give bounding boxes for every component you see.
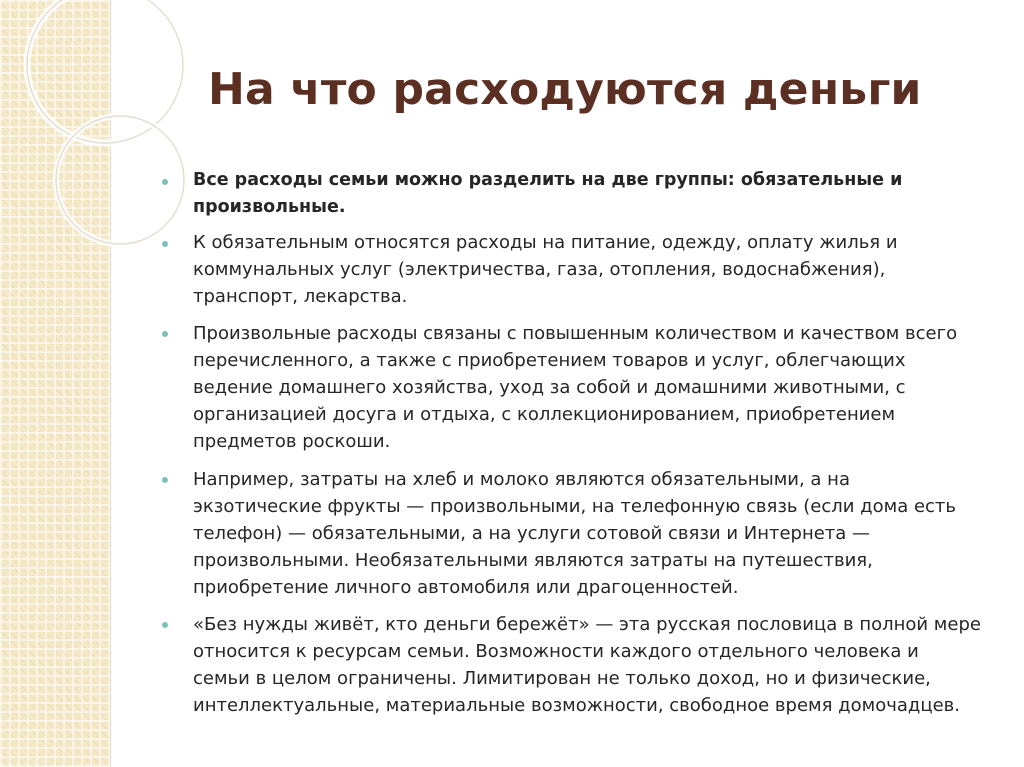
list-item-line: интеллектуальные, материальные возможности, свободное время домочадцев.	[193, 695, 960, 716]
bullet-icon	[160, 622, 170, 632]
list-item-line: произвольные.	[193, 197, 346, 217]
slide-title: На что расходуются деньги	[208, 64, 922, 115]
list-item-line: транспорт, лекарства.	[193, 286, 408, 307]
list-item-line: предметов роскоши.	[193, 431, 391, 452]
bullet-icon	[160, 241, 170, 251]
list-item-line: «Без нужды живёт, кто деньги бережёт» — эта русская пословица в полной мере	[193, 614, 981, 635]
list-item	[193, 320, 993, 455]
list-item-line: перечисленного, а также с приобретением товаров и услуг, облегчающих	[193, 350, 906, 371]
list-item	[193, 229, 993, 310]
list-item-line: произвольными. Необязательными являются затраты на путешествия,	[193, 550, 873, 571]
list-item	[193, 167, 993, 221]
list-item-line: относится к ресурсам семьи. Возможности каждого отдельного человека и	[193, 641, 919, 662]
list-item-line: семьи в целом ограничены. Лимитирован не только доход, но и физические,	[193, 668, 931, 689]
list-item-line: организацией досуга и отдыха, с коллекционированием, приобретением	[193, 404, 896, 425]
bullet-icon	[160, 179, 170, 189]
decorative-rings	[0, 0, 160, 260]
list-item-line: телефон) — обязательными, а на услуги сотовой связи и Интернета —	[193, 523, 871, 544]
list-item-line: ведение домашнего хозяйства, уход за собой и домашними животными, с	[193, 377, 906, 398]
list-item-line: коммунальных услуг (электричества, газа, отопления, водоснабжения),	[193, 259, 886, 280]
list-item	[193, 611, 993, 719]
list-item-line: Например, затраты на хлеб и молоко являются обязательными, а на	[193, 469, 850, 490]
list-item-line: экзотические фрукты — произвольными, на телефонную связь (если дома есть	[193, 496, 957, 517]
list-item-line: Произвольные расходы связаны с повышенным количеством и качеством всего	[193, 323, 958, 344]
list-item	[193, 466, 993, 601]
list-item-line: Все расходы семьи можно разделить на две группы: обязательные и	[193, 170, 903, 190]
bullet-icon	[160, 331, 170, 341]
list-item-line: приобретение личного автомобиля или драгоценностей.	[193, 577, 739, 598]
list-item-line: К обязательным относятся расходы на питание, одежду, оплату жилья и	[193, 232, 898, 253]
bullet-icon	[160, 477, 170, 487]
